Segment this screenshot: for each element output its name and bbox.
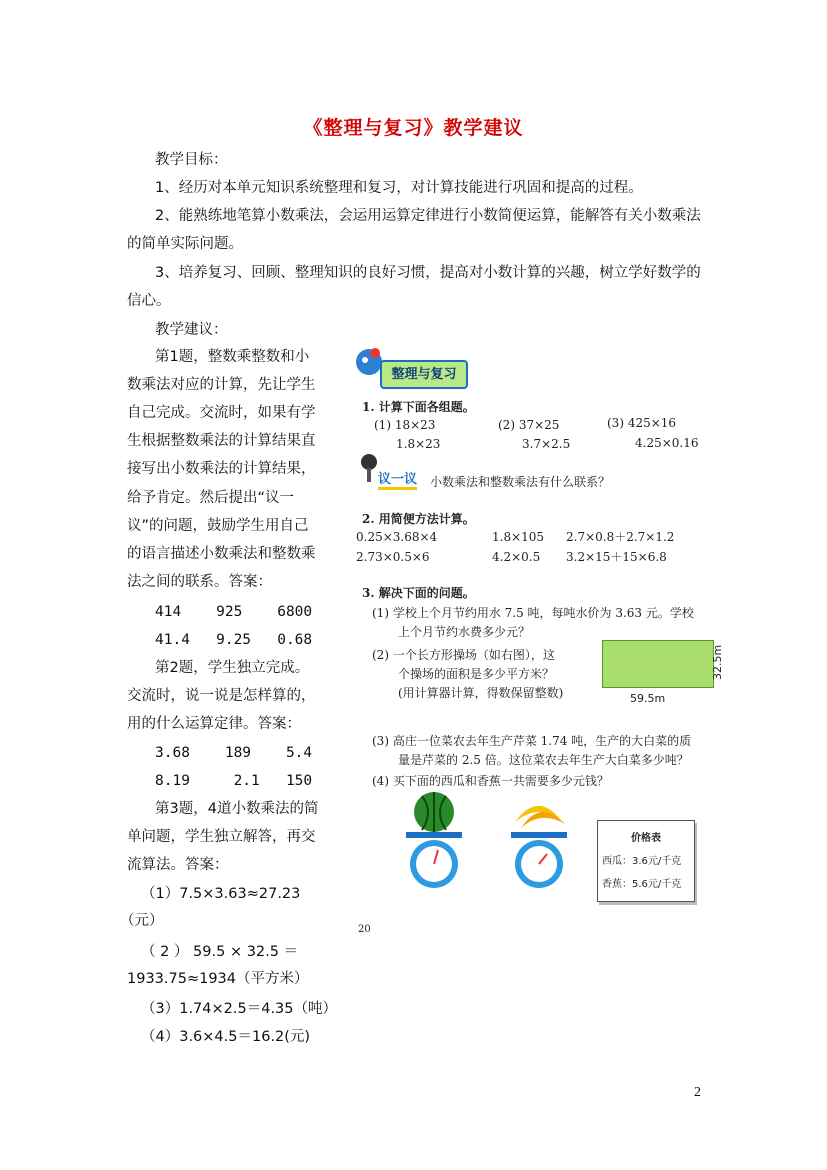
book-q3-text: (4) 买下面的西瓜和香蕉一共需要多少元钱？ xyxy=(372,774,609,788)
book-q1-item: 4.25×0.16 xyxy=(635,436,699,450)
q1-answer-1: 414 925 6800 xyxy=(155,604,313,620)
book-q2-item: 2.73×0.5×6 xyxy=(356,550,430,564)
banana-scale-icon xyxy=(507,792,577,892)
q1-line: 的语言描述小数乘法和整数乘 xyxy=(127,546,316,562)
q3-answer-4: （4）3.6×4.5＝16.2(元) xyxy=(141,1029,311,1045)
goal-3-line2: 信心。 xyxy=(127,293,171,309)
q1-line: 数乘法对应的计算，先让学生 xyxy=(127,377,316,393)
q3-line: 第3题，4道小数乘法的简 xyxy=(155,801,319,817)
q1-line: 给予肯定。然后提出“议一 xyxy=(127,490,295,506)
price-banana: 香蕉：5.6元/千克 xyxy=(602,879,682,890)
field-width-label: 59.5m xyxy=(630,692,666,705)
q3-answer-1-unit: （元） xyxy=(120,913,164,929)
discuss-label: 议一议 xyxy=(378,468,417,490)
q1-line: 法之间的联系。答案： xyxy=(127,574,272,590)
q2-answer-1: 3.68 189 5.4 xyxy=(155,745,313,761)
book-q3-text: (用计算器计算，得数保留整数) xyxy=(398,686,564,700)
goal-2-line1: 2、能熟练地笔算小数乘法，会运用运算定律进行小数简便运算，能解答有关小数乘法 xyxy=(155,208,701,224)
q1-line: 生根据整数乘法的计算结果直 xyxy=(127,433,316,449)
section-banner: 整理与复习 xyxy=(380,360,468,389)
goal-3-line1: 3、培养复习、回顾、整理知识的良好习惯，提高对小数计算的兴趣，树立学好数学的 xyxy=(155,265,701,281)
q3-answer-2: （ 2 ） 59.5 × 32.5 ＝ xyxy=(141,944,299,960)
book-q1-item: 1.8×23 xyxy=(396,437,441,451)
page-number: 2 xyxy=(694,1085,701,1100)
suggest-heading: 教学建议： xyxy=(155,322,228,338)
q3-answer-1: （1）7.5×3.63≈27.23 xyxy=(141,886,301,902)
book-q1-item: (3) 425×16 xyxy=(607,416,677,430)
book-q1-item: 3.7×2.5 xyxy=(522,437,571,451)
q1-answer-2: 41.4 9.25 0.68 xyxy=(155,632,313,648)
q2-line: 交流时，说一说是怎样算的， xyxy=(127,688,316,704)
page-title: 《整理与复习》教学建议 xyxy=(303,117,524,139)
textbook-page-image xyxy=(352,340,724,940)
q1-line: 第1题，整数乘整数和小 xyxy=(155,349,310,365)
goals-heading: 教学目标： xyxy=(155,152,228,168)
book-q3-text: 量是芹菜的 2.5 倍。这位菜农去年生产大白菜多少吨？ xyxy=(398,753,689,767)
book-q1-item: (1) 18×23 xyxy=(374,418,436,432)
q1-line: 议”的问题，鼓励学生用自己 xyxy=(127,518,309,534)
price-table xyxy=(597,820,695,902)
book-q2-item: 2.7×0.8＋2.7×1.2 xyxy=(566,530,675,544)
q1-line: 自己完成。交流时，如果有学 xyxy=(127,405,316,421)
book-q3-text: (3) 高庄一位菜农去年生产芹菜 1.74 吨，生产的大白菜的质 xyxy=(372,734,692,748)
book-q2-item: 0.25×3.68×4 xyxy=(356,530,438,544)
book-q2-item: 1.8×105 xyxy=(492,530,545,544)
book-q3-text: (2) 一个长方形操场（如右图），这 xyxy=(372,648,555,662)
goal-1: 1、经历对本单元知识系统整理和复习，对计算技能进行巩固和提高的过程。 xyxy=(155,180,643,196)
q3-line: 流算法。答案： xyxy=(127,857,229,873)
q1-line: 接写出小数乘法的计算结果， xyxy=(127,461,316,477)
q2-line: 用的什么运算定律。答案： xyxy=(127,716,301,732)
playground-rectangle xyxy=(602,640,714,688)
book-q3-text: (1) 学校上个月节约用水 7.5 吨，每吨水价为 3.63 元。学校 xyxy=(372,606,694,620)
book-q2-item: 4.2×0.5 xyxy=(492,550,541,564)
q3-answer-3: （3）1.74×2.5＝4.35（吨） xyxy=(141,1001,338,1017)
discuss-text: 小数乘法和整数乘法有什么联系？ xyxy=(430,475,611,489)
goal-2-line2: 的简单实际问题。 xyxy=(127,236,243,252)
q3-answer-2-result: 1933.75≈1934（平方米） xyxy=(127,971,309,987)
q2-answer-2: 8.19 2.1 150 xyxy=(155,773,313,789)
textbook-page-number: 20 xyxy=(358,924,371,935)
book-q1: 1. 计算下面各组题。 xyxy=(362,400,475,414)
book-q3-text: 上个月节约水费多少元？ xyxy=(398,625,531,639)
book-q1-item: (2) 37×25 xyxy=(498,418,560,432)
q2-line: 第2题，学生独立完成。 xyxy=(155,660,310,676)
book-q3-text: 个操场的面积是多少平方米？ xyxy=(398,667,555,681)
price-table-title: 价格表 xyxy=(631,833,661,844)
price-watermelon: 西瓜：3.6元/千克 xyxy=(602,856,682,867)
field-height-label: 32.5m xyxy=(711,644,724,680)
watermelon-scale-icon xyxy=(402,792,472,892)
q3-line: 单问题，学生独立解答，再交 xyxy=(127,829,316,845)
book-q3: 3. 解决下面的问题。 xyxy=(362,586,475,600)
book-q2-item: 3.2×15＋15×6.8 xyxy=(566,550,667,564)
book-q2: 2. 用简便方法计算。 xyxy=(362,512,475,526)
